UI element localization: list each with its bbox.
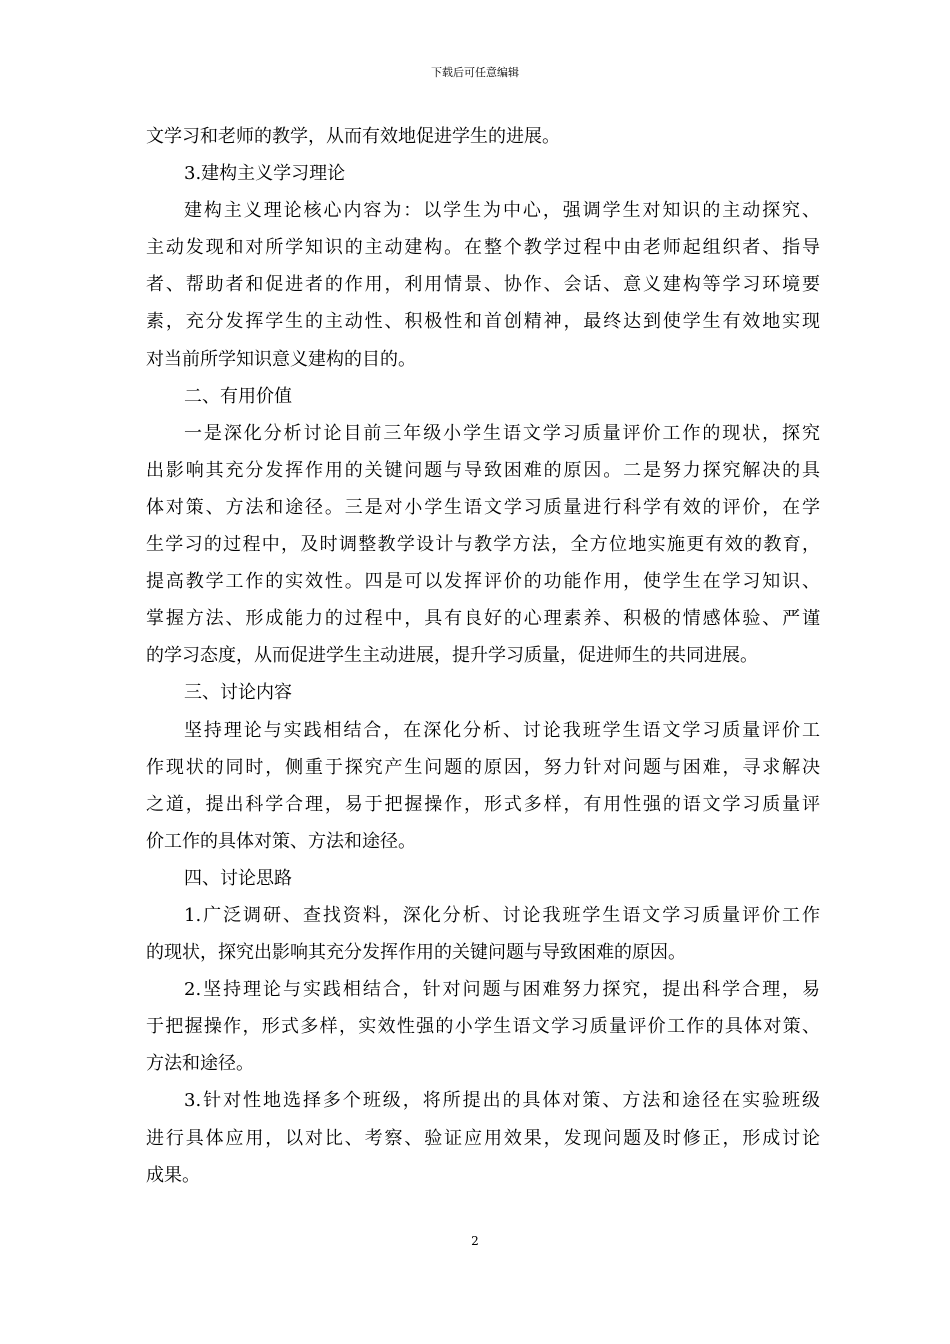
text-line: 价工作的具体对策、方法和途径。 [146, 830, 416, 852]
text-line: 之道，提出科学合理，易于把握操作，形式多样，有用性强的语文学习质量评 [146, 793, 820, 815]
para-continuation [146, 118, 820, 155]
heading-content [146, 674, 820, 711]
text-line: 1.广泛调研、查找资料，深化分析、讨论我班学生语文学习质量评价工作 [184, 904, 820, 926]
text-line: 的现状，探究出影响其充分发挥作用的关键问题与导致困难的原因。 [146, 942, 686, 964]
text-line: 2.坚持理论与实践相结合，针对问题与困难努力探究，提出科学合理，易 [184, 979, 820, 1001]
text-line: 进行具体应用，以对比、考察、验证应用效果，发现问题及时修正，形成讨论 [146, 1127, 820, 1149]
para-content [146, 712, 820, 860]
text-line: 者、帮助者和促进者的作用，利用情景、协作、会话、意义建构等学习环境要 [146, 274, 820, 296]
page-number: 2 [471, 1234, 479, 1248]
section-heading: 3.建构主义学习理论 [184, 163, 346, 185]
text-line: 一是深化分析讨论目前三年级小学生语文学习质量评价工作的现状，探究 [184, 422, 820, 444]
para-value [146, 415, 820, 675]
text-line: 方法和途径。 [146, 1053, 254, 1075]
section-heading: 四、讨论思路 [184, 867, 292, 889]
text-line: 体对策、方法和途径。三是对小学生语文学习质量进行科学有效的评价，在学 [146, 496, 820, 518]
para-constructivism [146, 192, 820, 377]
text-line: 出影响其充分发挥作用的关键问题与导致困难的原因。二是努力探究解决的具 [146, 459, 820, 481]
text-line: 主动发现和对所学知识的主动建构。在整个教学过程中由老师起组织者、指导 [146, 237, 820, 259]
text-line: 坚持理论与实践相结合，在深化分析、讨论我班学生语文学习质量评价工 [184, 719, 820, 741]
text-line: 3.针对性地选择多个班级，将所提出的具体对策、方法和途径在实验班级 [184, 1090, 820, 1112]
text-line: 对当前所学知识意义建构的目的。 [146, 348, 416, 370]
section-heading: 二、有用价值 [184, 385, 292, 407]
heading-constructivism [146, 155, 820, 192]
heading-value [146, 378, 820, 415]
heading-approach [146, 860, 820, 897]
text-line: 于把握操作，形式多样，实效性强的小学生语文学习质量评价工作的具体对策、 [146, 1016, 820, 1038]
page-header: 下载后可任意编辑 [431, 66, 519, 79]
text-line: 生学习的过程中，及时调整教学设计与教学方法，全方位地实施更有效的教育， [146, 534, 820, 556]
document-body [146, 118, 820, 1194]
text-line: 素，充分发挥学生的主动性、积极性和首创精神，最终达到使学生有效地实现 [146, 311, 820, 333]
section-heading: 三、讨论内容 [184, 682, 292, 704]
text-line: 的学习态度，从而促进学生主动进展，提升学习质量，促进师生的共同进展。 [146, 645, 758, 667]
text-line: 提高教学工作的实效性。四是可以发挥评价的功能作用，使学生在学习知识、 [146, 571, 820, 593]
text-line: 文学习和老师的教学，从而有效地促进学生的进展。 [146, 126, 560, 147]
text-line: 成果。 [146, 1164, 200, 1186]
text-line: 建构主义理论核心内容为：以学生为中心，强调学生对知识的主动探究、 [184, 200, 820, 222]
para-approach-1 [146, 897, 820, 971]
para-approach-3 [146, 1082, 820, 1193]
text-line: 作现状的同时，侧重于探究产生问题的原因，努力针对问题与困难，寻求解决 [146, 756, 820, 778]
para-approach-2 [146, 971, 820, 1082]
text-line: 掌握方法、形成能力的过程中，具有良好的心理素养、积极的情感体验、严谨 [146, 608, 820, 630]
